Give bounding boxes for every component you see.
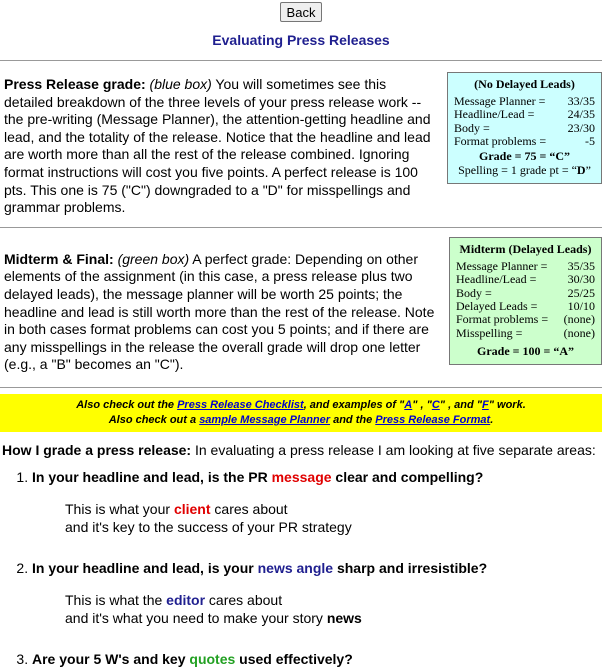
area-question: 2. In your headline and lead, is your news angle sharp and irresistible? xyxy=(32,559,488,576)
grade-table xyxy=(454,95,595,149)
table-row: Headline/Lead = 24/35 xyxy=(454,107,595,122)
back-button[interactable]: Back xyxy=(280,2,323,22)
press-release-grade-text: Press Release grade: (blue box) You will sometimes see this detailed breakdown of the three levels of your press release work -- the pre-writing (Message Planner), the attention-getting headline and lead, and the totality of the release. Notice that the headline and lead are worth more than all the rest of the release combined. Ignoring format instructions will cost you five points. A perfect release is 100 pts. This one is 75 ("C") downgraded to a "D" for misspellings and grammar problems. xyxy=(4,76,431,216)
list-item xyxy=(32,469,602,536)
table-row: Delayed Leads = 10/10 xyxy=(456,298,595,313)
page-title: Evaluating Press Releases xyxy=(212,32,390,48)
table-row: Misspelling = (none) xyxy=(456,325,595,340)
grading-areas-list xyxy=(0,469,602,668)
divider xyxy=(0,227,602,228)
how-heading: How I grade a press release: xyxy=(2,441,192,458)
box-note: (blue box) xyxy=(149,76,212,92)
table-row: Body = 25/25 xyxy=(456,285,595,300)
divider xyxy=(0,60,602,61)
press-release-format-link[interactable]: Press Release Format xyxy=(375,413,491,426)
press-release-grade-section xyxy=(0,76,602,217)
area-question: 3. Are your 5 W's and key quotes used effectively? xyxy=(32,650,353,667)
how-i-grade-intro: How I grade a press release: In evaluating a press release I am looking at five separate areas: xyxy=(2,441,596,458)
list-item xyxy=(32,560,602,627)
box-note: (green box) xyxy=(117,250,190,267)
section-heading: Midterm & Final: xyxy=(4,250,114,267)
table-row: Format problems = (none) xyxy=(456,312,595,327)
sample-message-planner-link[interactable]: sample Message Planner xyxy=(199,413,331,426)
grade-total: Grade = 100 = “A” xyxy=(476,344,574,359)
notice-line-2: Also check out a sample Message Planner and the Press Release Format. xyxy=(108,413,494,426)
grade-breakdown-box xyxy=(447,72,602,184)
table-row: Format problems = -5 xyxy=(454,134,595,149)
grade-table xyxy=(456,260,595,340)
midterm-final-section xyxy=(0,241,602,374)
area-question: 1. In your headline and lead, is the PR message clear and compelling? xyxy=(32,468,484,485)
list-item xyxy=(32,651,602,668)
example-f-link[interactable]: F xyxy=(482,398,489,411)
midterm-final-text: Midterm & Final: (green box) A perfect grade: Depending on other elements of the assignment (in this case, a press release plus two delayed leads), the message planner will be worth 25 points; the headline and lead is still worth more than the rest of the release. Note in both cases format problems can cost you 5 points; and if there are any misspellings in the release the overall grade will drop one letter (e.g., a "B" becomes an "C"). xyxy=(4,250,435,373)
table-row: Message Planner = 35/35 xyxy=(456,258,595,273)
press-release-checklist-link[interactable]: Press Release Checklist xyxy=(177,398,304,411)
box-heading: (No Delayed Leads) xyxy=(474,77,575,91)
grade-total: Grade = 75 = “C” xyxy=(478,148,570,163)
checklist-notice xyxy=(0,394,602,432)
example-c-link[interactable]: C xyxy=(431,398,440,411)
toolbar xyxy=(0,0,602,22)
table-row: Headline/Lead = 30/30 xyxy=(456,272,595,287)
box-heading: Midterm (Delayed Leads) xyxy=(459,241,592,256)
area-explanation: This is what the editor cares about and it's what you need to make your story news xyxy=(65,591,362,626)
example-a-link[interactable]: A xyxy=(404,398,413,411)
table-row: Body = 23/30 xyxy=(454,120,595,135)
divider xyxy=(0,387,602,388)
midterm-breakdown-box xyxy=(449,237,602,365)
section-heading: Press Release grade: xyxy=(4,76,146,92)
area-explanation: This is what your client cares about and it's key to the success of your PR strategy xyxy=(65,500,352,535)
table-row: Message Planner = 33/35 xyxy=(454,94,595,108)
spelling-line: Spelling = 1 grade pt = “D” xyxy=(458,162,591,177)
notice-line-1: Also check out the Press Release Checklist, and examples of "A" , "C" , and "F" work. xyxy=(76,398,526,411)
